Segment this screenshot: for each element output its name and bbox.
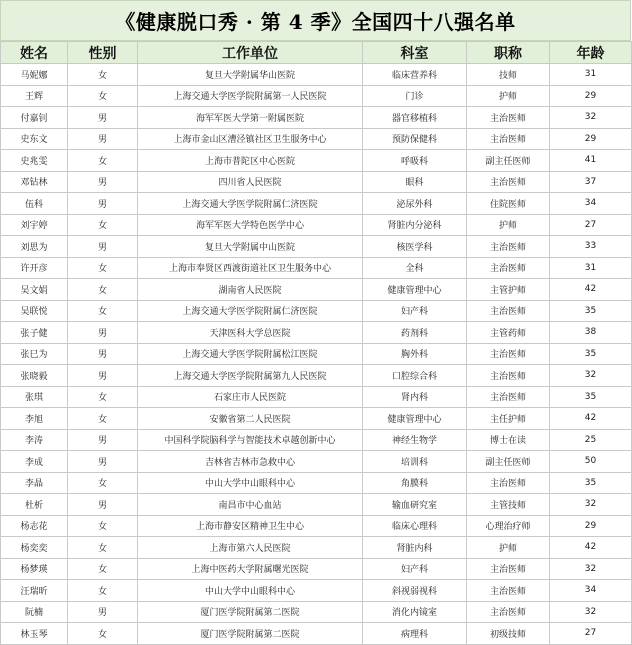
cell-job-title: 主治医师 bbox=[467, 558, 550, 580]
cell-work-unit: 海军军医大学第一附属医院 bbox=[138, 107, 363, 129]
cell-name: 吴联悦 bbox=[1, 300, 68, 322]
cell-work-unit: 复旦大学附属华山医院 bbox=[138, 64, 363, 86]
cell-name: 许开彦 bbox=[1, 257, 68, 279]
cell-age: 31 bbox=[550, 257, 632, 279]
cell-department: 泌尿外科 bbox=[363, 193, 467, 215]
cell-gender: 女 bbox=[68, 150, 138, 172]
cell-name: 阮楠 bbox=[1, 601, 68, 623]
cell-work-unit: 厦门医学院附属第二医院 bbox=[138, 623, 363, 645]
cell-department: 角膜科 bbox=[363, 472, 467, 494]
cell-job-title: 主治医师 bbox=[467, 236, 550, 258]
cell-age: 34 bbox=[550, 193, 632, 215]
cell-gender: 女 bbox=[68, 257, 138, 279]
cell-job-title: 主任护师 bbox=[467, 408, 550, 430]
cell-gender: 女 bbox=[68, 64, 138, 86]
cell-gender: 女 bbox=[68, 623, 138, 645]
cell-department: 眼科 bbox=[363, 171, 467, 193]
cell-job-title: 主管护师 bbox=[467, 279, 550, 301]
cell-age: 41 bbox=[550, 150, 632, 172]
table-row bbox=[1, 214, 632, 236]
cell-gender: 女 bbox=[68, 515, 138, 537]
cell-age: 34 bbox=[550, 580, 632, 602]
cell-work-unit: 上海交通大学医学院附属第九人民医院 bbox=[138, 365, 363, 387]
cell-work-unit: 中山大学中山眼科中心 bbox=[138, 580, 363, 602]
table-row bbox=[1, 257, 632, 279]
table-row bbox=[1, 580, 632, 602]
cell-age: 35 bbox=[550, 300, 632, 322]
table-row bbox=[1, 601, 632, 623]
cell-name: 刘思为 bbox=[1, 236, 68, 258]
table-row bbox=[1, 279, 632, 301]
cell-age: 27 bbox=[550, 623, 632, 645]
cell-work-unit: 上海交通大学医学院附属仁济医院 bbox=[138, 300, 363, 322]
cell-name: 王辉 bbox=[1, 85, 68, 107]
cell-department: 全科 bbox=[363, 257, 467, 279]
cell-gender: 女 bbox=[68, 537, 138, 559]
header-work-unit: 工作单位 bbox=[138, 42, 363, 64]
cell-department: 妇产科 bbox=[363, 300, 467, 322]
cell-gender: 女 bbox=[68, 279, 138, 301]
cell-job-title: 主治医师 bbox=[467, 107, 550, 129]
contestant-table bbox=[0, 41, 632, 645]
cell-age: 32 bbox=[550, 601, 632, 623]
table-row bbox=[1, 300, 632, 322]
cell-age: 33 bbox=[550, 236, 632, 258]
header-gender: 性别 bbox=[68, 42, 138, 64]
header-department: 科室 bbox=[363, 42, 467, 64]
cell-department: 药剂科 bbox=[363, 322, 467, 344]
cell-job-title: 心理治疗师 bbox=[467, 515, 550, 537]
cell-department: 消化内镜室 bbox=[363, 601, 467, 623]
cell-age: 29 bbox=[550, 515, 632, 537]
cell-work-unit: 上海中医药大学附属曙光医院 bbox=[138, 558, 363, 580]
cell-name: 李晶 bbox=[1, 472, 68, 494]
cell-age: 35 bbox=[550, 343, 632, 365]
cell-gender: 男 bbox=[68, 451, 138, 473]
cell-job-title: 主治医师 bbox=[467, 300, 550, 322]
cell-work-unit: 安徽省第二人民医院 bbox=[138, 408, 363, 430]
cell-gender: 女 bbox=[68, 408, 138, 430]
cell-name: 杨志花 bbox=[1, 515, 68, 537]
cell-age: 37 bbox=[550, 171, 632, 193]
table-row bbox=[1, 365, 632, 387]
table-row bbox=[1, 343, 632, 365]
cell-job-title: 护师 bbox=[467, 214, 550, 236]
table-row bbox=[1, 429, 632, 451]
cell-department: 门诊 bbox=[363, 85, 467, 107]
cell-job-title: 住院医师 bbox=[467, 193, 550, 215]
cell-work-unit: 石家庄市人民医院 bbox=[138, 386, 363, 408]
cell-department: 输血研究室 bbox=[363, 494, 467, 516]
cell-job-title: 主管药师 bbox=[467, 322, 550, 344]
cell-name: 汪瑞昕 bbox=[1, 580, 68, 602]
cell-job-title: 主治医师 bbox=[467, 128, 550, 150]
cell-gender: 男 bbox=[68, 601, 138, 623]
cell-gender: 男 bbox=[68, 128, 138, 150]
cell-work-unit: 上海市金山区漕泾镇社区卫生服务中心 bbox=[138, 128, 363, 150]
table-row bbox=[1, 64, 632, 86]
cell-work-unit: 上海市第六人民医院 bbox=[138, 537, 363, 559]
cell-work-unit: 上海交通大学医学院附属松江医院 bbox=[138, 343, 363, 365]
cell-name: 马妮娜 bbox=[1, 64, 68, 86]
cell-name: 史东文 bbox=[1, 128, 68, 150]
cell-department: 神经生物学 bbox=[363, 429, 467, 451]
cell-age: 35 bbox=[550, 386, 632, 408]
cell-gender: 男 bbox=[68, 322, 138, 344]
cell-name: 林玉琴 bbox=[1, 623, 68, 645]
cell-work-unit: 厦门医学院附属第二医院 bbox=[138, 601, 363, 623]
cell-job-title: 主治医师 bbox=[467, 365, 550, 387]
cell-age: 32 bbox=[550, 558, 632, 580]
table-row bbox=[1, 386, 632, 408]
cell-job-title: 主治医师 bbox=[467, 171, 550, 193]
cell-department: 健康管理中心 bbox=[363, 408, 467, 430]
cell-name: 张晓毅 bbox=[1, 365, 68, 387]
cell-work-unit: 湖南省人民医院 bbox=[138, 279, 363, 301]
cell-work-unit: 海军军医大学特色医学中心 bbox=[138, 214, 363, 236]
cell-name: 李旭 bbox=[1, 408, 68, 430]
cell-age: 42 bbox=[550, 537, 632, 559]
cell-age: 32 bbox=[550, 494, 632, 516]
cell-gender: 女 bbox=[68, 85, 138, 107]
cell-gender: 女 bbox=[68, 300, 138, 322]
cell-job-title: 主治医师 bbox=[467, 472, 550, 494]
cell-name: 张子健 bbox=[1, 322, 68, 344]
cell-work-unit: 天津医科大学总医院 bbox=[138, 322, 363, 344]
cell-age: 29 bbox=[550, 85, 632, 107]
cell-department: 临床心理科 bbox=[363, 515, 467, 537]
table-row bbox=[1, 128, 632, 150]
cell-work-unit: 南昌市中心血站 bbox=[138, 494, 363, 516]
cell-department: 病理科 bbox=[363, 623, 467, 645]
cell-gender: 男 bbox=[68, 236, 138, 258]
cell-job-title: 主治医师 bbox=[467, 601, 550, 623]
cell-name: 邓钻林 bbox=[1, 171, 68, 193]
cell-department: 核医学科 bbox=[363, 236, 467, 258]
cell-name: 杨梦瑛 bbox=[1, 558, 68, 580]
cell-age: 29 bbox=[550, 128, 632, 150]
cell-name: 伍科 bbox=[1, 193, 68, 215]
cell-age: 31 bbox=[550, 64, 632, 86]
cell-department: 培训科 bbox=[363, 451, 467, 473]
cell-gender: 男 bbox=[68, 429, 138, 451]
cell-name: 史兆雯 bbox=[1, 150, 68, 172]
cell-name: 杜析 bbox=[1, 494, 68, 516]
cell-work-unit: 复旦大学附属中山医院 bbox=[138, 236, 363, 258]
cell-job-title: 护师 bbox=[467, 85, 550, 107]
cell-name: 李成 bbox=[1, 451, 68, 473]
cell-department: 预防保健科 bbox=[363, 128, 467, 150]
cell-age: 42 bbox=[550, 408, 632, 430]
cell-job-title: 技师 bbox=[467, 64, 550, 86]
cell-department: 口腔综合科 bbox=[363, 365, 467, 387]
cell-gender: 男 bbox=[68, 171, 138, 193]
sheet-title: 《健康脱口秀 · 第 4 季》全国四十八强名单 bbox=[0, 0, 631, 41]
table-row bbox=[1, 193, 632, 215]
cell-department: 健康管理中心 bbox=[363, 279, 467, 301]
cell-work-unit: 上海市静安区精神卫生中心 bbox=[138, 515, 363, 537]
cell-department: 斜视弱视科 bbox=[363, 580, 467, 602]
cell-gender: 男 bbox=[68, 494, 138, 516]
cell-job-title: 副主任医师 bbox=[467, 150, 550, 172]
table-row bbox=[1, 171, 632, 193]
cell-department: 胸外科 bbox=[363, 343, 467, 365]
cell-age: 27 bbox=[550, 214, 632, 236]
table-row bbox=[1, 107, 632, 129]
cell-age: 50 bbox=[550, 451, 632, 473]
cell-gender: 男 bbox=[68, 365, 138, 387]
cell-name: 张巳为 bbox=[1, 343, 68, 365]
header-age: 年龄 bbox=[550, 42, 632, 64]
cell-age: 42 bbox=[550, 279, 632, 301]
table-row bbox=[1, 85, 632, 107]
cell-name: 付嘉钊 bbox=[1, 107, 68, 129]
cell-age: 32 bbox=[550, 365, 632, 387]
cell-gender: 女 bbox=[68, 558, 138, 580]
header-job-title: 职称 bbox=[467, 42, 550, 64]
cell-gender: 女 bbox=[68, 214, 138, 236]
cell-name: 吴文娟 bbox=[1, 279, 68, 301]
cell-work-unit: 四川省人民医院 bbox=[138, 171, 363, 193]
table-row bbox=[1, 623, 632, 645]
cell-name: 李涛 bbox=[1, 429, 68, 451]
cell-name: 杨奕奕 bbox=[1, 537, 68, 559]
cell-work-unit: 上海市普陀区中心医院 bbox=[138, 150, 363, 172]
cell-job-title: 主治医师 bbox=[467, 257, 550, 279]
cell-job-title: 初级技师 bbox=[467, 623, 550, 645]
cell-department: 妇产科 bbox=[363, 558, 467, 580]
cell-work-unit: 吉林省吉林市急救中心 bbox=[138, 451, 363, 473]
cell-age: 32 bbox=[550, 107, 632, 129]
cell-job-title: 主治医师 bbox=[467, 580, 550, 602]
cell-work-unit: 上海交通大学医学院附属仁济医院 bbox=[138, 193, 363, 215]
table-row bbox=[1, 472, 632, 494]
table-row bbox=[1, 451, 632, 473]
cell-job-title: 副主任医师 bbox=[467, 451, 550, 473]
cell-name: 张琪 bbox=[1, 386, 68, 408]
cell-gender: 男 bbox=[68, 193, 138, 215]
cell-age: 35 bbox=[550, 472, 632, 494]
table-row bbox=[1, 322, 632, 344]
cell-job-title: 主管技师 bbox=[467, 494, 550, 516]
cell-work-unit: 上海交通大学医学院附属第一人民医院 bbox=[138, 85, 363, 107]
cell-department: 临床营养科 bbox=[363, 64, 467, 86]
cell-job-title: 博士在读 bbox=[467, 429, 550, 451]
cell-gender: 男 bbox=[68, 343, 138, 365]
cell-department: 器官移植科 bbox=[363, 107, 467, 129]
header-name: 姓名 bbox=[1, 42, 68, 64]
table-row bbox=[1, 236, 632, 258]
table-row bbox=[1, 515, 632, 537]
cell-work-unit: 中山大学中山眼科中心 bbox=[138, 472, 363, 494]
cell-job-title: 主治医师 bbox=[467, 386, 550, 408]
cell-work-unit: 中国科学院脑科学与智能技术卓越创新中心 bbox=[138, 429, 363, 451]
cell-gender: 女 bbox=[68, 472, 138, 494]
table-row bbox=[1, 558, 632, 580]
cell-department: 肾脏内分泌科 bbox=[363, 214, 467, 236]
table-row bbox=[1, 494, 632, 516]
table-row bbox=[1, 537, 632, 559]
cell-department: 肾脏内科 bbox=[363, 537, 467, 559]
cell-work-unit: 上海市奉贤区西渡街道社区卫生服务中心 bbox=[138, 257, 363, 279]
table-row bbox=[1, 408, 632, 430]
cell-age: 25 bbox=[550, 429, 632, 451]
cell-gender: 女 bbox=[68, 580, 138, 602]
cell-job-title: 护师 bbox=[467, 537, 550, 559]
table-row bbox=[1, 150, 632, 172]
cell-job-title: 主治医师 bbox=[467, 343, 550, 365]
header-row bbox=[1, 42, 632, 64]
table-body bbox=[1, 64, 632, 645]
cell-gender: 男 bbox=[68, 107, 138, 129]
cell-name: 刘宇婷 bbox=[1, 214, 68, 236]
cell-department: 呼吸科 bbox=[363, 150, 467, 172]
cell-age: 38 bbox=[550, 322, 632, 344]
cell-department: 肾内科 bbox=[363, 386, 467, 408]
cell-gender: 女 bbox=[68, 386, 138, 408]
